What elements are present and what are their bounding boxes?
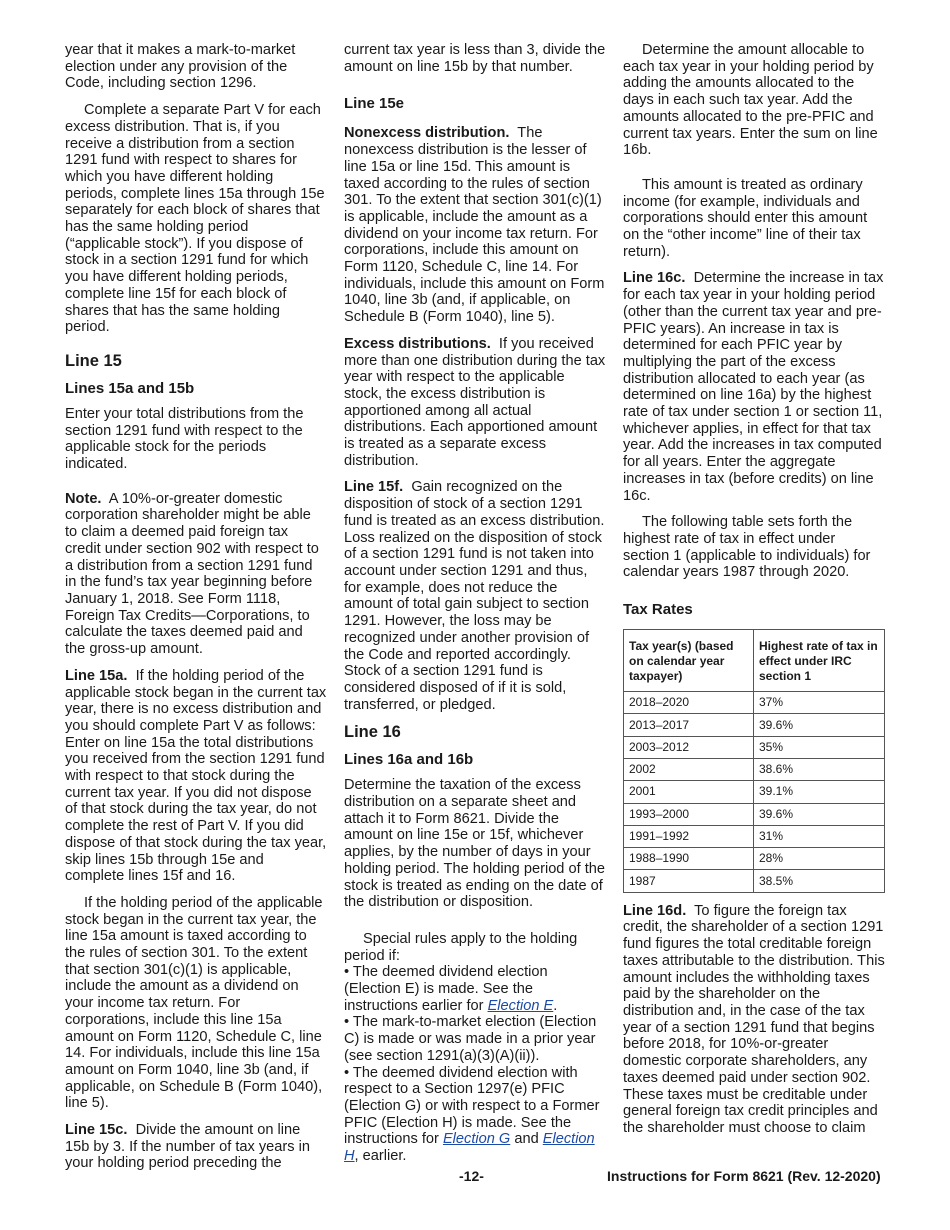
line-15f-text: Gain recognized on the disposition of stock of a section 1291 fund is treated as an excess distribution. Loss realized on the disposition of stock of a section 1291 fund is not taken into account under section 1291 and thus, for example, does not reduce the amount of total gain subject to section 1291. However, the loss may be recognized under another provision of the Code and reported accordingly. Stock of a section 1291 fund is considered disposed of if it is sold, transferred, or pledged. xyxy=(344,479,605,713)
line-15c-paragraph xyxy=(65,1122,327,1172)
heading-line-15e: Line 15e xyxy=(344,95,405,113)
line-15a-text: If the holding period of the applicable stock began in the current tax year, there is no excess distribution and you should complete Part V as follows: Enter on line 15a the total distributions you received from the section 1291 fund with respect to that stock during the current tax year. If you did not dispose of that stock during the tax year, do not complete the rest of Part V. If you did dispose of that stock during the tax year, skip lines 15b through 15e and complete lines 15f and 16. xyxy=(65,667,327,885)
table-cell-year: 2013–2017 xyxy=(624,714,754,736)
table-cell-year: 2002 xyxy=(624,758,754,780)
nonexcess-label: Nonexcess distribution. xyxy=(344,125,510,142)
line-16c-paragraph xyxy=(623,270,885,504)
table-cell-rate: 28% xyxy=(754,848,885,870)
line-16c-text: Determine the increase in tax for each tax year in your holding period (other than the current tax year and pre-PFIC years). An increase in tax is determined for each PFIC year by multiplying the part of the excess distribution allocated to each year (as determined on line 16a) by the highest rate of tax under section 1 or section 11, whichever applies, in effect for that tax year. Add the increases in tax computed for all years. Enter the aggregate increases in tax (before credits) on line 16c. xyxy=(623,270,884,504)
election-h-link[interactable]: Election H xyxy=(344,1131,595,1165)
table-row xyxy=(624,736,885,758)
table-cell-rate: 35% xyxy=(754,736,885,758)
table-row xyxy=(624,758,885,780)
table-cell-year: 2018–2020 xyxy=(624,692,754,714)
note-label: Note. xyxy=(65,490,102,507)
table-cell-year: 1988–1990 xyxy=(624,848,754,870)
table-row xyxy=(624,825,885,847)
paragraph: If the holding period of the applicable stock began in the current tax year, the line 15a amount is taxed according to the rules of section 301. To the extent that section 301(c)(1) is applicable, include the amount as a dividend on your income tax return. For corporations, include this line 15a amount on Form 1120, Schedule C, line 14. For individuals, include this line 15a amount on Form 1040, line 3b (and, if applicable, on Schedule B (Form 1040), line 5). xyxy=(65,894,323,1112)
line-16d-paragraph xyxy=(623,903,885,1137)
table-cell-rate: 39.6% xyxy=(754,714,885,736)
table-row xyxy=(624,848,885,870)
note-paragraph xyxy=(65,491,327,658)
line-16d-text: To figure the foreign tax credit, the shareholder of a section 1291 fund figures the total creditable foreign taxes attributable to the distribution. This amount includes the withholding taxes paid by the shareholder on the distribution and, in the case of the tax year of a section 1291 fund that begins before 2018, for 10%-or-greater domestic corporate shareholders, any taxes deemed paid under section 902. These taxes must be creditable under general foreign tax credit principles and the shareholder must choose to claim xyxy=(623,902,885,1136)
heading-lines-16a-16b: Lines 16a and 16b xyxy=(344,751,474,769)
table-cell-rate: 39.6% xyxy=(754,803,885,825)
column-right xyxy=(623,42,885,1147)
table-row xyxy=(624,870,885,892)
table-header-row xyxy=(624,630,885,692)
table-row xyxy=(624,803,885,825)
table-cell-rate: 31% xyxy=(754,825,885,847)
paragraph: Determine the amount allocable to each tax year in your holding period by adding the amounts allocated to the days in each such tax year. Add the amounts allocated to the pre-PFIC and current tax years. Enter the sum on line 16b. xyxy=(623,42,878,159)
table-cell-year: 1993–2000 xyxy=(624,803,754,825)
paragraph: The following table sets forth the highest rate of tax in effect under section 1 (applicable to individuals) for calendar years 1987 through 2020. xyxy=(623,514,871,581)
excess-label: Excess distributions. xyxy=(344,335,491,352)
heading-line-15: Line 15 xyxy=(65,351,122,370)
election-g-link[interactable]: Election G xyxy=(442,1131,511,1148)
table-cell-year: 2001 xyxy=(624,781,754,803)
table-row xyxy=(624,781,885,803)
election-e-link[interactable]: Election E xyxy=(487,997,554,1014)
table-header-cell: Highest rate of tax in effect under IRC section 1 xyxy=(754,630,885,692)
bullet-text: • The deemed dividend election (Election E) is made. See the instructions earlier for xyxy=(344,964,548,1014)
excess-paragraph xyxy=(344,336,606,470)
table-cell-year: 2003–2012 xyxy=(624,736,754,758)
bullet-text: • The deemed dividend election with respect to a Section 1297(e) PFIC (Election G) or with respect to a Former PFIC (Election H) is made. See the instructions for xyxy=(344,1064,600,1148)
table-row xyxy=(624,714,885,736)
paragraph: year that it makes a mark-to-market election under any provision of the Code, including section 1296. xyxy=(65,42,296,92)
column-middle xyxy=(344,42,606,1165)
table-header-cell: Tax year(s) (based on calendar year taxpayer) xyxy=(624,630,754,692)
table-cell-year: 1987 xyxy=(624,870,754,892)
table-cell-year: 1991–1992 xyxy=(624,825,754,847)
paragraph: Enter your total distributions from the section 1291 fund with respect to the applicable stock for the periods indicated. xyxy=(65,405,304,473)
line-15a-label: Line 15a. xyxy=(65,667,128,684)
bullet-election-g-h xyxy=(344,1065,606,1165)
heading-lines-15a-15b: Lines 15a and 15b xyxy=(65,379,195,397)
line-15a-paragraph xyxy=(65,668,327,885)
form-title: Instructions for Form 8621 (Rev. 12-2020) xyxy=(607,1168,881,1184)
table-row xyxy=(624,692,885,714)
line-15c-text: Divide the amount on line 15b by 3. If the number of tax years in your holding period preceding the xyxy=(65,1122,310,1172)
paragraph: current tax year is less than 3, divide the amount on line 15b by that number. xyxy=(344,42,606,75)
bullet-end: . xyxy=(553,997,558,1014)
page-number: -12- xyxy=(459,1168,484,1184)
heading-line-16: Line 16 xyxy=(344,723,401,742)
bullet-and: and xyxy=(510,1131,543,1148)
column-left xyxy=(65,42,327,1182)
table-cell-rate: 39.1% xyxy=(754,781,885,803)
tax-rates-table xyxy=(623,629,885,893)
paragraph: This amount is treated as ordinary income (for example, individuals and corporations should enter this amount on the “other income” line of their tax return). xyxy=(623,176,868,260)
line-16c-label: Line 16c. xyxy=(623,270,686,287)
excess-text: If you received more than one distribution during the tax year with respect to the applicable stock, the excess distribution is apportioned among all actual distributions. Each apportioned amount is treated as a separate excess distribution. xyxy=(344,335,606,469)
bullet-election-c: • The mark-to-market election (Election C) is made or was made in a prior year (see section 1291(a)(3)(A)(ii)). xyxy=(344,1014,597,1064)
line-16d-label: Line 16d. xyxy=(623,902,687,919)
table-cell-rate: 38.5% xyxy=(754,870,885,892)
paragraph: Determine the taxation of the excess distribution on a separate sheet and attach it to Form 8621. Divide the amount on line 15e or 15f, whichever applies, by the number of days in your holding period. The holding period of the stock is treated as ending on the date of the distribution or disposition. xyxy=(344,777,605,911)
line-15f-paragraph xyxy=(344,479,606,713)
nonexcess-text: The nonexcess distribution is the lesser of line 15a or line 15d. This amount is taxed according to the rules of section 301. To the extent that section 301(c)(1) is applicable, include the amount as a dividend on your income tax return. For corporations, include this amount on Form 1120, Schedule C, line 14. For individuals, include this amount on Form 1040, line 3b (and, if applicable, on Schedule B (Form 1040), line 5). xyxy=(344,125,605,326)
heading-tax-rates: Tax Rates xyxy=(623,601,693,619)
table-cell-rate: 38.6% xyxy=(754,758,885,780)
bullet-end: , earlier. xyxy=(354,1148,407,1165)
paragraph: Special rules apply to the holding period if: xyxy=(344,930,578,964)
nonexcess-paragraph xyxy=(344,125,606,325)
table-cell-rate: 37% xyxy=(754,692,885,714)
note-text: A 10%-or-greater domestic corporation shareholder might be able to claim a deemed paid foreign tax credit under section 902 with respect to a distribution from a section 1291 fund in the fund’s tax year beginning before January 1, 2018. See Form 1118, Foreign Tax Credits—Corporations, to calculate the taxes deemed paid and the gross-up amount. xyxy=(65,490,319,658)
line-15c-label: Line 15c. xyxy=(65,1122,128,1139)
line-15f-label: Line 15f. xyxy=(344,479,404,496)
paragraph: Complete a separate Part V for each excess distribution. That is, if you receive a distribution from a section 1291 fund with respect to shares for which you have different holding periods, complete lines 15a through 15e separately for each block of shares that has the same holding period (“applicable stock”). If you dispose of stock in a section 1291 fund for which you have different holding periods, complete line 15f for each block of shares that has the same holding period. xyxy=(65,102,325,336)
bullet-election-e xyxy=(344,964,606,1014)
